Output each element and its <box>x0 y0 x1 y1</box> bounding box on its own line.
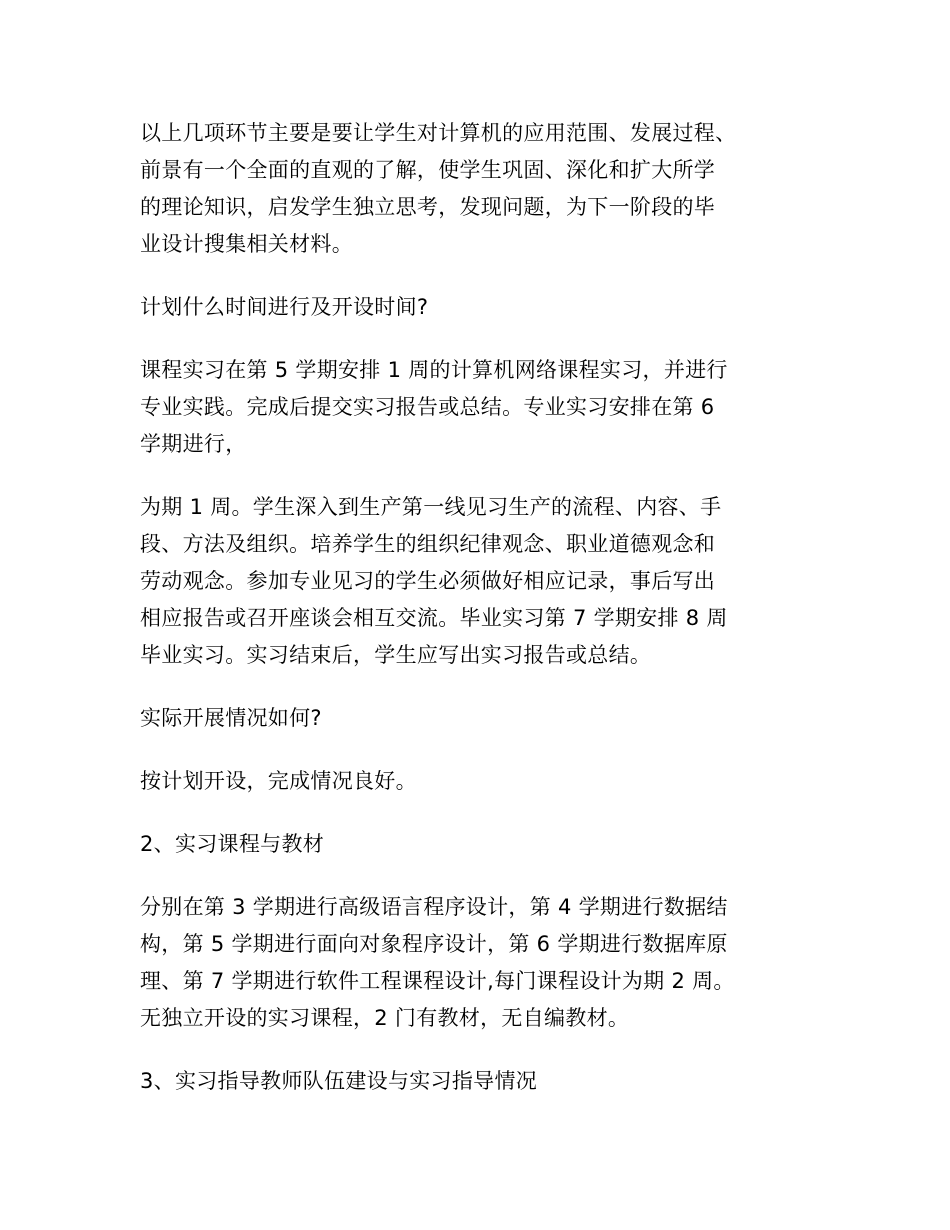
text-line: 按计划开设，完成情况良好。 <box>140 769 417 793</box>
text-line: 毕业实习。实习结束后，学生应写出实习报告或总结。 <box>140 643 652 667</box>
text-line: 专业实践。完成后提交实习报告或总结。专业实习安排在第 6 <box>140 395 715 419</box>
text-line: 2、实习课程与教材 <box>140 832 325 856</box>
document-body <box>140 115 815 1126</box>
question-actual-status <box>140 700 815 737</box>
paragraph-course-practice <box>140 352 815 463</box>
text-line: 的理论知识，启发学生独立思考，发现问题，为下一阶段的毕 <box>140 195 716 219</box>
text-line: 分别在第 3 学期进行高级语言程序设计，第 4 学期进行数据结 <box>140 895 728 919</box>
question-plan-timing <box>140 289 815 326</box>
paragraph-actual-status <box>140 763 815 800</box>
text-line: 构，第 5 学期进行面向对象程序设计，第 6 学期进行数据库原 <box>140 932 728 956</box>
text-line: 实际开展情况如何? <box>140 706 322 730</box>
text-line: 理、第 7 学期进行软件工程课程设计,每门课程设计为期 2 周。 <box>140 969 735 993</box>
section-heading-courses-materials <box>140 826 815 863</box>
text-line: 为期 1 周。学生深入到生产第一线见习生产的流程、内容、手 <box>140 495 722 519</box>
section-heading-instructors <box>140 1063 815 1100</box>
text-line: 课程实习在第 5 学期安排 1 周的计算机网络课程实习，并进行 <box>140 358 728 382</box>
paragraph-course-design <box>140 889 815 1037</box>
text-line: 前景有一个全面的直观的了解，使学生巩固、深化和扩大所学 <box>140 158 716 182</box>
text-line: 段、方法及组织。培养学生的组织纪律观念、职业道德观念和 <box>140 532 716 556</box>
paragraph-internship-details <box>140 489 815 674</box>
text-line: 业设计搜集相关材料。 <box>140 232 353 256</box>
text-line: 劳动观念。参加专业见习的学生必须做好相应记录，事后写出 <box>140 569 716 593</box>
text-line: 学期进行， <box>140 432 247 456</box>
paragraph-overview <box>140 115 815 263</box>
text-line: 3、实习指导教师队伍建设与实习指导情况 <box>140 1069 538 1093</box>
text-line: 以上几项环节主要是要让学生对计算机的应用范围、发展过程、 <box>140 121 737 145</box>
text-line: 无独立开设的实习课程，2 门有教材，无自编教材。 <box>140 1006 630 1030</box>
text-line: 计划什么时间进行及开设时间? <box>140 295 429 319</box>
text-line: 相应报告或召开座谈会相互交流。毕业实习第 7 学期安排 8 周 <box>140 606 728 630</box>
